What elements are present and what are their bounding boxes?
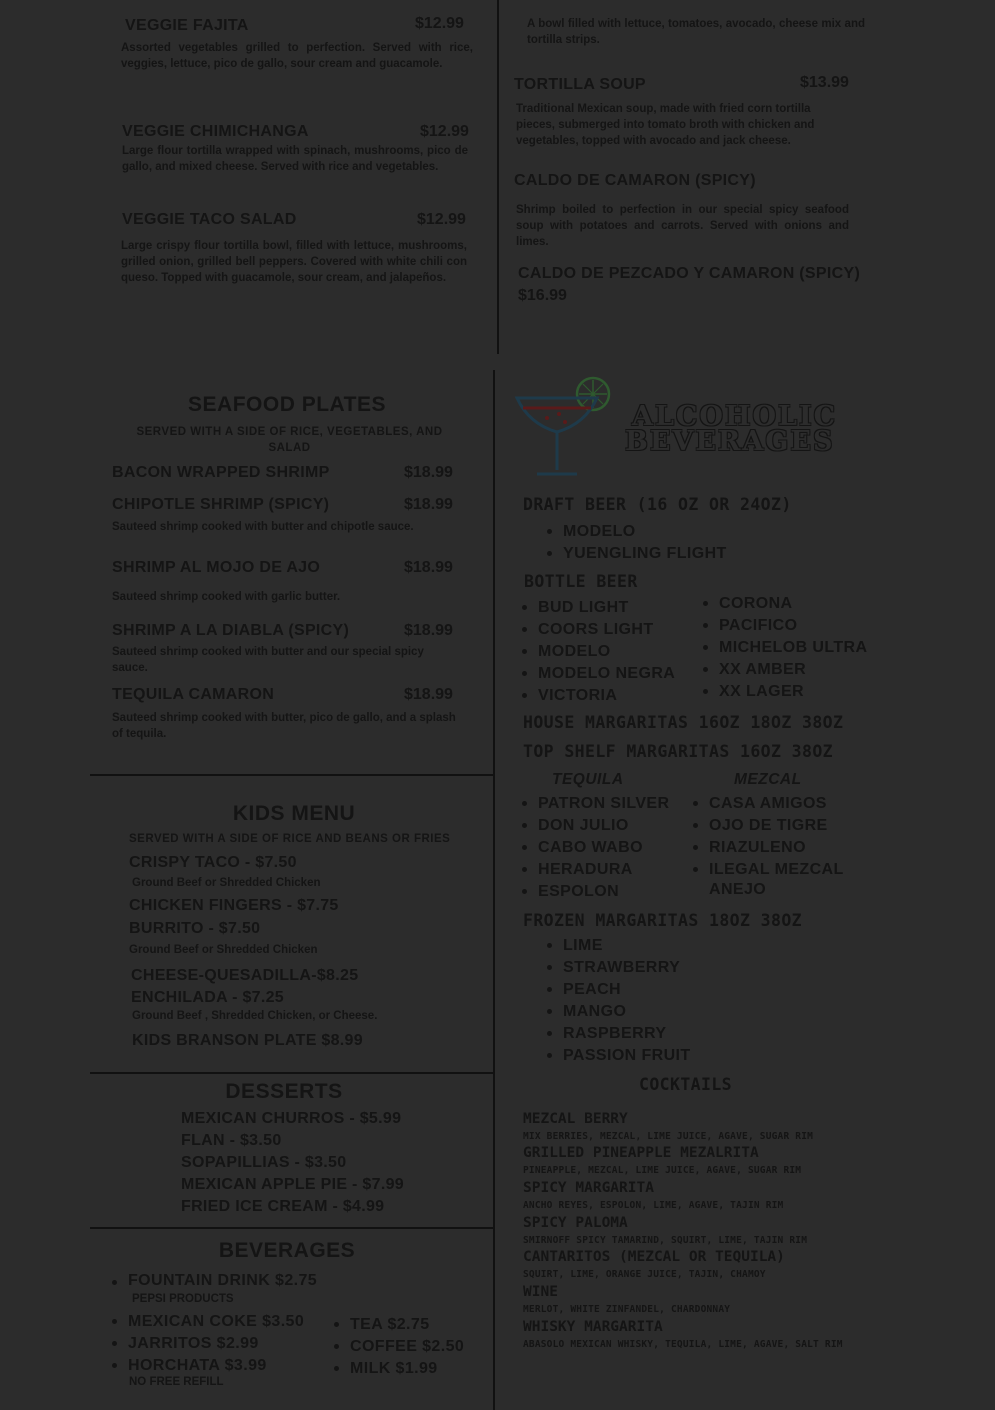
- cocktail-desc: MERLOT, WHITE ZINFANDEL, CHARDONNAY: [523, 1304, 731, 1315]
- veggie-taco-salad-name: VEGGIE TACO SALAD: [122, 211, 297, 228]
- beverage-list-top: [110, 1272, 317, 1290]
- frozen-item: RASPBERRY: [545, 1023, 691, 1045]
- bottle-beer-item: MODELO: [520, 641, 675, 663]
- desserts-title: DESSERTS: [225, 1080, 343, 1103]
- draft-beer-item: MODELO: [545, 521, 727, 543]
- kids-branson-plate: KIDS BRANSON PLATE $8.99: [132, 1032, 363, 1049]
- cocktail-name: WINE: [523, 1284, 558, 1300]
- bottle-beer-title: BOTTLE BEER: [524, 572, 638, 591]
- draft-beer-title: DRAFT BEER (16 OZ OR 24OZ): [523, 495, 792, 514]
- mezcal-item: RIAZULENO: [691, 837, 844, 859]
- veggie-taco-salad-desc: Large crispy flour tortilla bowl, filled with lettuce, mushrooms, grilled onion, grilled bell peppers. Covered with white chili con queso. Topped with guacamole, sour cream, and jalapeños.: [121, 240, 467, 284]
- beverage-item: JARRITOS $2.99: [110, 1333, 304, 1355]
- tortilla-soup-desc: Traditional Mexican soup, made with fried corn tortilla pieces, submerged into tomato broth with chicken and vegetables, topped with avocado and jack cheese.: [516, 103, 815, 147]
- frozen-item: LIME: [545, 935, 691, 957]
- bottle-beer-item: CORONA: [701, 593, 867, 615]
- tequila-item: PATRON SILVER: [520, 793, 669, 815]
- tequila-item: DON JULIO: [520, 815, 669, 837]
- bottle-beer-item: XX AMBER: [701, 659, 867, 681]
- top-shelf-margaritas: TOP SHELF MARGARITAS 16OZ 38OZ: [523, 742, 834, 761]
- alcoholic-title-line1: ALCOHOLIC: [632, 401, 838, 432]
- frozen-item: PEACH: [545, 979, 691, 1001]
- bottle-beer-item: MODELO NEGRA: [520, 663, 675, 685]
- mezcal-item: OJO DE TIGRE: [691, 815, 844, 837]
- cocktail-name: SPICY MARGARITA: [523, 1180, 654, 1196]
- beverages-title: BEVERAGES: [218, 1239, 356, 1262]
- beverage-item: COFFEE $2.50: [332, 1336, 464, 1358]
- tequila-list: [520, 793, 669, 903]
- mezcal-item: ILEGAL MEZCAL: [691, 859, 844, 881]
- cocktail-name: WHISKY MARGARITA: [523, 1319, 663, 1335]
- cocktail-name: CANTARITOS (MEZCAL OR TEQUILA): [523, 1249, 785, 1265]
- seafood-item-price: $18.99: [404, 622, 453, 639]
- kids-enchilada-note: Ground Beef , Shredded Chicken, or Cheese.: [132, 1010, 378, 1022]
- veggie-fajita-name: VEGGIE FAJITA: [125, 17, 249, 34]
- seafood-item-price: $18.99: [404, 464, 453, 481]
- cocktail-desc: MIX BERRIES, MEZCAL, LIME JUICE, AGAVE, SUGAR RIM: [523, 1131, 814, 1142]
- top-column-divider: [497, 0, 499, 354]
- frozen-margaritas-title: FROZEN MARGARITAS 18OZ 38OZ: [523, 911, 803, 930]
- tequila-heading: TEQUILA: [552, 771, 624, 788]
- kids-crispy-taco: CRISPY TACO - $7.50: [129, 854, 297, 871]
- desserts-beverages-divider: [90, 1227, 494, 1229]
- frozen-item: STRAWBERRY: [545, 957, 691, 979]
- dessert-item: MEXICAN APPLE PIE - $7.99: [181, 1176, 404, 1193]
- beverage-list-right: [332, 1314, 464, 1380]
- caldo-camaron-desc: Shrimp boiled to perfection in our special spicy seafood soup with potatoes and carrots. Served with onions and limes.: [516, 204, 849, 248]
- beverage-item: MILK $1.99: [332, 1358, 464, 1380]
- caldo-pezcado-name: CALDO DE PEZCADO Y CAMARON (SPICY): [518, 265, 861, 282]
- kids-burrito: BURRITO - $7.50: [129, 920, 261, 937]
- beverage-list-left: [110, 1311, 304, 1377]
- seafood-item-price: $18.99: [404, 686, 453, 703]
- cocktail-desc: ANCHO REYES, ESPOLON, LIME, AGAVE, TAJIN RIM: [523, 1200, 784, 1211]
- seafood-item-desc: Sauteed shrimp cooked with butter, pico de gallo, and a splash of tequila.: [112, 712, 456, 740]
- kids-enchilada: ENCHILADA - $7.25: [131, 989, 284, 1006]
- bottle-beer-item: VICTORIA: [520, 685, 675, 707]
- house-margaritas: HOUSE MARGARITAS 16OZ 18OZ 38OZ: [523, 713, 844, 732]
- dessert-item: SOPAPILLIAS - $3.50: [181, 1154, 347, 1171]
- mezcal-item-continued: ANEJO: [709, 881, 767, 898]
- seafood-title: SEAFOOD PLATES: [188, 393, 386, 416]
- draft-beer-list: [545, 521, 727, 565]
- cocktail-desc: SMIRNOFF SPICY TAMARIND, SQUIRT, LIME, TAJIN RIM: [523, 1235, 808, 1246]
- beverage-refill-note: NO FREE REFILL: [129, 1376, 224, 1388]
- frozen-item: PASSION FRUIT: [545, 1045, 691, 1067]
- kids-crispy-taco-note: Ground Beef or Shredded Chicken: [132, 877, 321, 889]
- veggie-fajita-price: $12.99: [415, 15, 464, 32]
- tequila-item: HERADURA: [520, 859, 669, 881]
- beverage-item: TEA $2.75: [332, 1314, 464, 1336]
- seafood-item-name: CHIPOTLE SHRIMP (SPICY): [112, 496, 330, 513]
- beverage-fountain-note: PEPSI PRODUCTS: [132, 1293, 234, 1305]
- seafood-subtitle: SERVED WITH A SIDE OF RICE, VEGETABLES, AND SALAD: [136, 426, 443, 454]
- cocktail-name: GRILLED PINEAPPLE MEZALRITA: [523, 1145, 759, 1161]
- bottle-beer-list-left: [520, 597, 675, 707]
- seafood-item-desc: Sauteed shrimp cooked with garlic butter.: [112, 591, 341, 603]
- cocktail-desc: PINEAPPLE, MEZCAL, LIME JUICE, AGAVE, SUGAR RIM: [523, 1165, 802, 1176]
- bottle-beer-item: XX LAGER: [701, 681, 867, 703]
- seafood-item-name: SHRIMP AL MOJO DE AJO: [112, 559, 321, 576]
- kids-chicken-fingers: CHICKEN FINGERS - $7.75: [129, 897, 339, 914]
- veggie-chimichanga-desc: Large flour tortilla wrapped with spinach, mushrooms, pico de gallo, and mixed cheese. Served with rice and vegetables.: [122, 145, 468, 173]
- frozen-list: [545, 935, 691, 1067]
- dessert-item: FRIED ICE CREAM - $4.99: [181, 1198, 385, 1215]
- seafood-item-price: $18.99: [404, 496, 453, 513]
- draft-beer-item: YUENGLING FLIGHT: [545, 543, 727, 565]
- tequila-item: CABO WABO: [520, 837, 669, 859]
- veggie-chimichanga-price: $12.99: [420, 123, 469, 140]
- cocktail-desc: ABASOLO MEXICAN WHISKY, TEQUILA, LIME, AGAVE, SALT RIM: [523, 1339, 843, 1350]
- cocktail-name: MEZCAL BERRY: [523, 1111, 628, 1127]
- beverage-item: HORCHATA $3.99: [110, 1355, 304, 1377]
- bottle-beer-item: MICHELOB ULTRA: [701, 637, 867, 659]
- bottom-column-divider: [493, 370, 495, 1410]
- bottle-beer-list-right: [701, 593, 867, 703]
- veggie-taco-salad-price: $12.99: [417, 211, 466, 228]
- veggie-fajita-desc: Assorted vegetables grilled to perfection. Served with rice, veggies, lettuce, pico de gallo, sour cream and guacamole.: [121, 42, 473, 70]
- seafood-item-desc: Sauteed shrimp cooked with butter and our special spicy sauce.: [112, 646, 424, 674]
- kids-desserts-divider: [90, 1072, 494, 1074]
- seafood-item-price: $18.99: [404, 559, 453, 576]
- cocktails-title: COCKTAILS: [639, 1075, 733, 1094]
- tortilla-soup-name: TORTILLA SOUP: [514, 76, 646, 93]
- beverage-fountain: FOUNTAIN DRINK $2.75: [110, 1272, 317, 1290]
- mezcal-heading: MEZCAL: [734, 771, 802, 788]
- tequila-item: ESPOLON: [520, 881, 669, 903]
- bottle-beer-item: COORS LIGHT: [520, 619, 675, 641]
- salad-bowl-desc: A bowl filled with lettuce, tomatoes, avocado, cheese mix and tortilla strips.: [527, 18, 865, 46]
- cocktail-name: SPICY PALOMA: [523, 1215, 628, 1231]
- alcoholic-title-line2: BEVERAGES: [625, 426, 835, 457]
- seafood-kids-divider: [90, 774, 494, 776]
- dessert-item: MEXICAN CHURROS - $5.99: [181, 1110, 402, 1127]
- kids-burrito-note: Ground Beef or Shredded Chicken: [129, 944, 318, 956]
- kids-quesadilla: CHEESE-QUESADILLA-$8.25: [131, 967, 359, 984]
- kids-subtitle: SERVED WITH A SIDE OF RICE AND BEANS OR FRIES: [129, 833, 451, 845]
- margarita-glass-icon: [513, 374, 615, 480]
- seafood-item-name: BACON WRAPPED SHRIMP: [112, 464, 330, 481]
- beverage-item: MEXICAN COKE $3.50: [110, 1311, 304, 1333]
- seafood-item-name: SHRIMP A LA DIABLA (SPICY): [112, 622, 350, 639]
- seafood-item-desc: Sauteed shrimp cooked with butter and chipotle sauce.: [112, 521, 414, 533]
- frozen-item: MANGO: [545, 1001, 691, 1023]
- mezcal-item: CASA AMIGOS: [691, 793, 844, 815]
- mezcal-list: [691, 793, 844, 881]
- veggie-chimichanga-name: VEGGIE CHIMICHANGA: [122, 123, 309, 140]
- dessert-item: FLAN - $3.50: [181, 1132, 282, 1149]
- cocktail-desc: SQUIRT, LIME, ORANGE JUICE, TAJIN, CHAMOY: [523, 1269, 766, 1280]
- seafood-item-name: TEQUILA CAMARON: [112, 686, 275, 703]
- caldo-pezcado-price: $16.99: [518, 287, 567, 304]
- kids-title: KIDS MENU: [232, 802, 356, 825]
- caldo-camaron-name: CALDO DE CAMARON (SPICY): [514, 172, 756, 189]
- bottle-beer-item: BUD LIGHT: [520, 597, 675, 619]
- bottle-beer-item: PACIFICO: [701, 615, 867, 637]
- tortilla-soup-price: $13.99: [800, 74, 849, 91]
